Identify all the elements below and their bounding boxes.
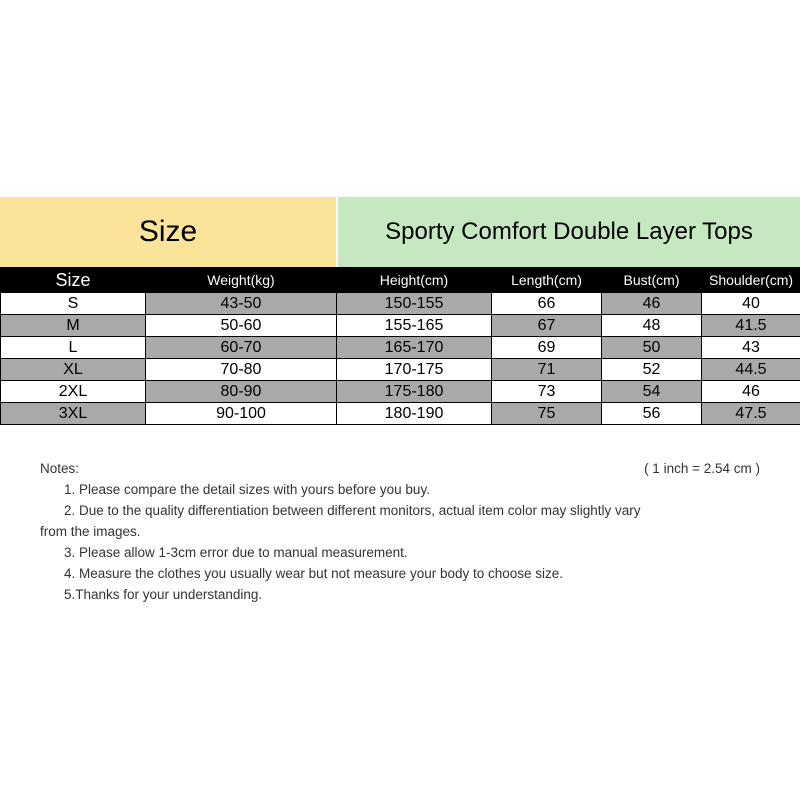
- shoulder-cell: 47.5: [702, 403, 800, 425]
- unit-conversion: ( 1 inch = 2.54 cm ): [644, 461, 760, 476]
- height-cell: 150-155: [337, 293, 492, 315]
- table-row: [1, 381, 800, 403]
- note-item: 1. Please compare the detail sizes with yours before you buy.: [64, 482, 430, 497]
- size-cell: 2XL: [1, 381, 146, 403]
- weight-cell: 43-50: [146, 293, 337, 315]
- size-cell: M: [1, 315, 146, 337]
- size-cell: S: [1, 293, 146, 315]
- column-header-height: Height(cm): [337, 268, 492, 293]
- shoulder-cell: 41.5: [702, 315, 800, 337]
- height-cell: 165-170: [337, 337, 492, 359]
- note-item-continuation: from the images.: [40, 524, 141, 539]
- shoulder-cell: 46: [702, 381, 800, 403]
- product-title: Sporty Comfort Double Layer Tops: [338, 197, 800, 267]
- size-cell: L: [1, 337, 146, 359]
- shoulder-cell: 44.5: [702, 359, 800, 381]
- table-row: [1, 293, 800, 315]
- length-cell: 69: [492, 337, 602, 359]
- height-cell: 175-180: [337, 381, 492, 403]
- height-cell: 180-190: [337, 403, 492, 425]
- weight-cell: 90-100: [146, 403, 337, 425]
- bust-cell: 52: [602, 359, 702, 381]
- length-cell: 71: [492, 359, 602, 381]
- length-cell: 67: [492, 315, 602, 337]
- notes-heading: Notes:: [40, 461, 80, 476]
- shoulder-cell: 40: [702, 293, 800, 315]
- table-header-row: [1, 268, 800, 293]
- bust-cell: 56: [602, 403, 702, 425]
- table-row: [1, 315, 800, 337]
- column-header-size: Size: [1, 268, 146, 293]
- size-chart-table: [0, 267, 800, 425]
- size-cell: 3XL: [1, 403, 146, 425]
- note-item: 5.Thanks for your understanding.: [64, 587, 263, 602]
- weight-cell: 80-90: [146, 381, 337, 403]
- bust-cell: 48: [602, 315, 702, 337]
- table-row: [1, 359, 800, 381]
- length-cell: 73: [492, 381, 602, 403]
- column-header-weight: Weight(kg): [146, 268, 337, 293]
- notes-header: [40, 458, 760, 479]
- weight-cell: 70-80: [146, 359, 337, 381]
- size-cell: XL: [1, 359, 146, 381]
- length-cell: 75: [492, 403, 602, 425]
- size-title: Size: [0, 197, 336, 267]
- length-cell: 66: [492, 293, 602, 315]
- bust-cell: 54: [602, 381, 702, 403]
- note-item: 4. Measure the clothes you usually wear but not measure your body to choose size.: [64, 566, 564, 581]
- title-banner: [0, 197, 800, 267]
- table-row: [1, 403, 800, 425]
- bust-cell: 46: [602, 293, 702, 315]
- shoulder-cell: 43: [702, 337, 800, 359]
- weight-cell: 50-60: [146, 315, 337, 337]
- table-row: [1, 337, 800, 359]
- height-cell: 170-175: [337, 359, 492, 381]
- column-header-shoulder: Shoulder(cm): [702, 268, 800, 293]
- height-cell: 155-165: [337, 315, 492, 337]
- bust-cell: 50: [602, 337, 702, 359]
- weight-cell: 60-70: [146, 337, 337, 359]
- column-header-bust: Bust(cm): [602, 268, 702, 293]
- note-item: 3. Please allow 1-3cm error due to manual measurement.: [64, 545, 408, 560]
- column-header-length: Length(cm): [492, 268, 602, 293]
- note-item: 2. Due to the quality differentiation between different monitors, actual item color may slightly vary: [64, 503, 641, 518]
- notes-section: [40, 458, 760, 605]
